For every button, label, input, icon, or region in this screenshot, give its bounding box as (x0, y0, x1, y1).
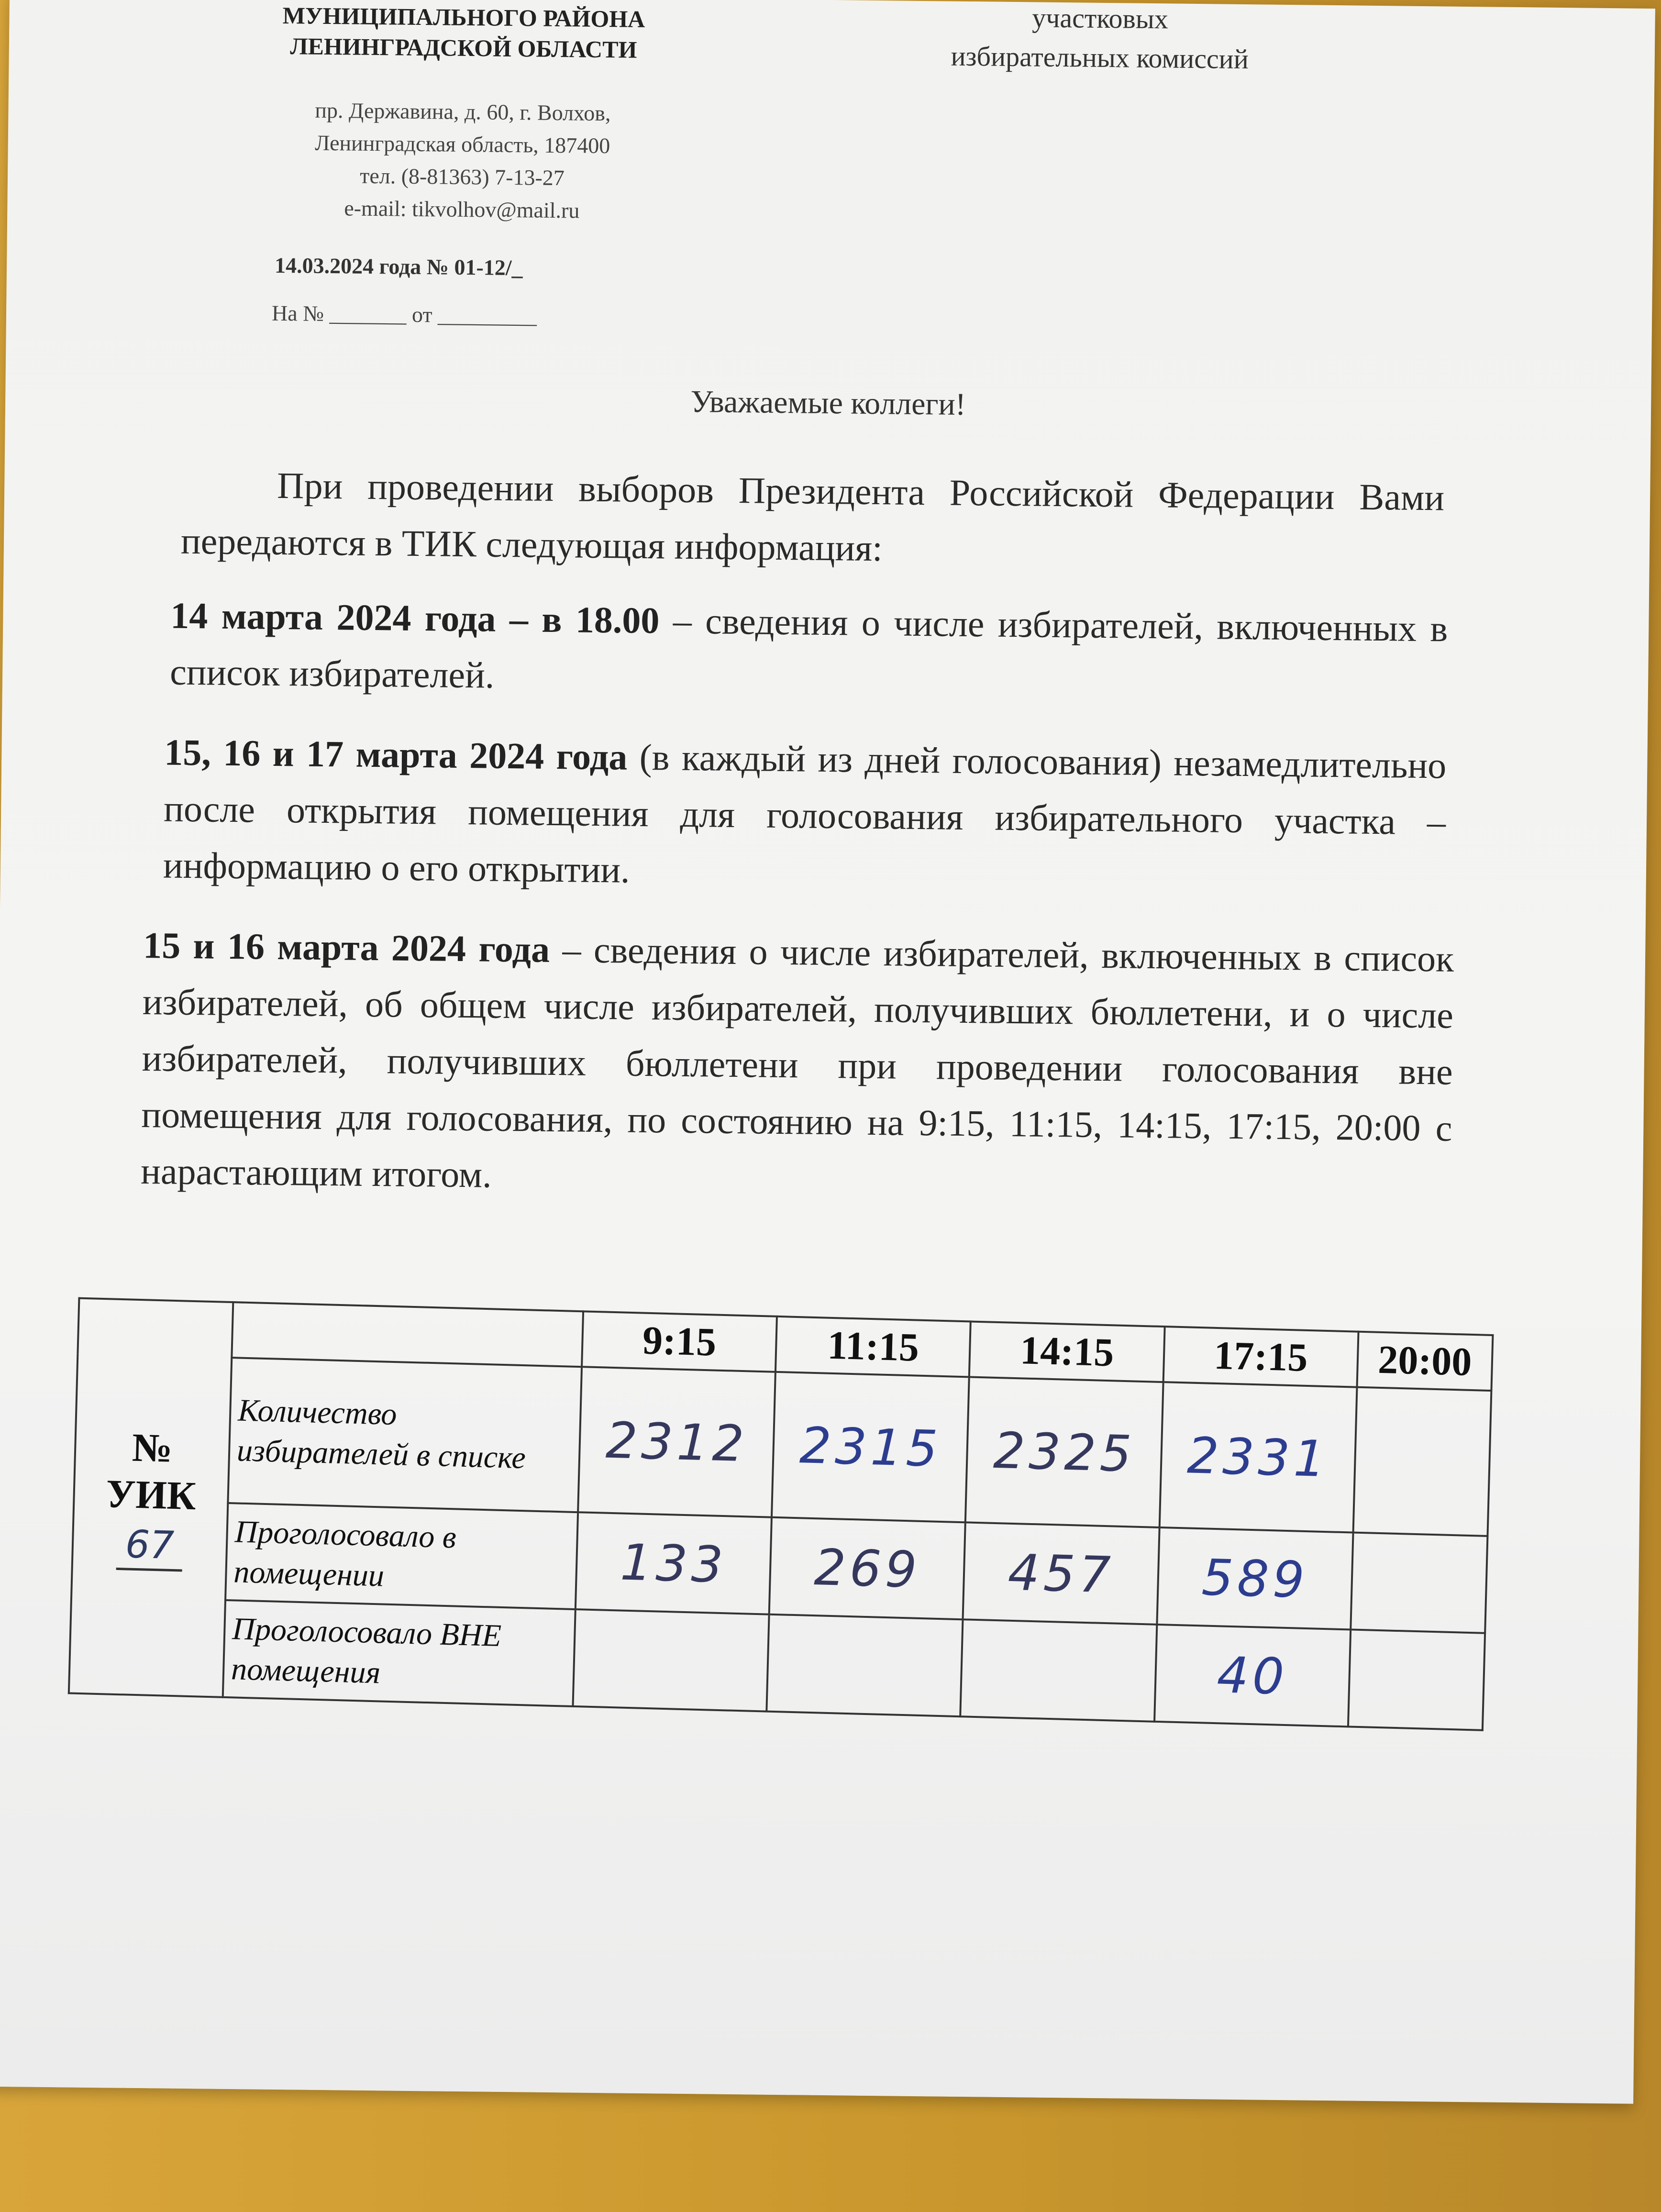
time-header-1415: 14:15 (969, 1321, 1164, 1382)
cell-outside-1415 (961, 1619, 1157, 1722)
address-phone: тел. (8-81363) 7-13-27 (360, 163, 565, 190)
turnout-table (68, 1297, 1494, 1731)
uik-cell (69, 1298, 233, 1697)
paragraph-march-15-16-text: – сведения о числе избирателей, включенных в список избирателей, об общем числе избирателей, получивших бюллетени, и о числе избирателей, получивших бюллетени при проведении голосования вне помещения для голосования, по состоянию на 9:15, 11:15, 14:15, 17:15, 20:00 с нарастающим итогом. (140, 928, 1454, 1195)
cell-voters-1115: 2315 (772, 1372, 969, 1523)
organization-name (234, 0, 694, 66)
paragraph-march-15-17 (163, 724, 1447, 907)
greeting: Уважаемые коллеги! (690, 384, 966, 422)
sender-address (232, 93, 693, 228)
cell-outside-0915 (573, 1609, 769, 1712)
paragraph-march-15-16 (141, 917, 1454, 1213)
org-line-2: ЛЕНИНГРАДСКОЙ ОБЛАСТИ (290, 33, 637, 63)
cell-outside-1115 (767, 1615, 963, 1717)
recipient-line-2: избирательных комиссий (951, 40, 1249, 75)
incoming-reference: На № _______ от _________ (271, 300, 537, 328)
paragraph-intro-text: При проведении выборов Президента Российской Федерации Вами передаются в ТИК следующая информация: (180, 464, 1445, 569)
recipient-block (870, 0, 1330, 80)
time-header-1115: 11:15 (775, 1316, 971, 1377)
paragraph-march-15-17-date: 15, 16 и 17 марта 2024 года (164, 731, 628, 778)
cell-outside-2000 (1348, 1630, 1485, 1730)
paragraph-march-14-text: – сведения о числе избирателей, включенных в список избирателей. (169, 599, 1448, 696)
address-email: e-mail: tikvolhov@mail.ru (344, 196, 580, 223)
row-label-voters-in-list: Количество избирателей в списке (228, 1358, 582, 1512)
time-header-0915: 9:15 (582, 1311, 777, 1371)
cell-voters-1715: 2331 (1159, 1382, 1357, 1533)
time-header-1715: 17:15 (1163, 1327, 1358, 1387)
uik-label: УИК (105, 1471, 197, 1518)
time-header-2000: 20:00 (1357, 1332, 1493, 1391)
outgoing-reference: 14.03.2024 года № 01-12/_ (274, 253, 523, 280)
uik-number-sign: № (131, 1425, 173, 1471)
paragraph-march-15-16-date: 15 и 16 марта 2024 года (143, 924, 550, 970)
paragraph-march-14 (170, 587, 1448, 714)
org-line-1: МУНИЦИПАЛЬНОГО РАЙОНА (282, 1, 645, 33)
uik-number-handwritten: 67 (116, 1520, 183, 1571)
row-label-voted-inside: Проголосовало в помещении (225, 1503, 578, 1609)
row-label-voted-outside: Проголосовало ВНЕ помещения (223, 1600, 576, 1706)
cell-inside-1115: 269 (769, 1517, 965, 1619)
cell-voters-0915: 2312 (578, 1367, 775, 1517)
header-blank-cell (232, 1302, 583, 1367)
cell-inside-0915: 133 (576, 1512, 772, 1614)
cell-inside-2000 (1351, 1533, 1487, 1633)
cell-voters-2000 (1353, 1387, 1491, 1536)
address-region: Ленинградская область, 187400 (314, 130, 610, 158)
cell-inside-1715: 589 (1157, 1527, 1353, 1629)
paragraph-march-14-date: 14 марта 2024 года – в 18.00 (170, 594, 660, 641)
paragraph-intro (180, 456, 1444, 583)
recipient-line-1: участковых (1031, 2, 1169, 35)
paragraph-march-15-17-text: (в каждый из дней голосования) незамедлительно после открытия помещения для голосования избирательного участка – информацию о его открытии. (163, 736, 1447, 891)
address-street: пр. Державина, д. 60, г. Волхов, (315, 98, 611, 126)
cell-voters-1415: 2325 (965, 1377, 1163, 1527)
cell-inside-1415: 457 (963, 1522, 1159, 1624)
cell-outside-1715: 40 (1154, 1625, 1351, 1727)
